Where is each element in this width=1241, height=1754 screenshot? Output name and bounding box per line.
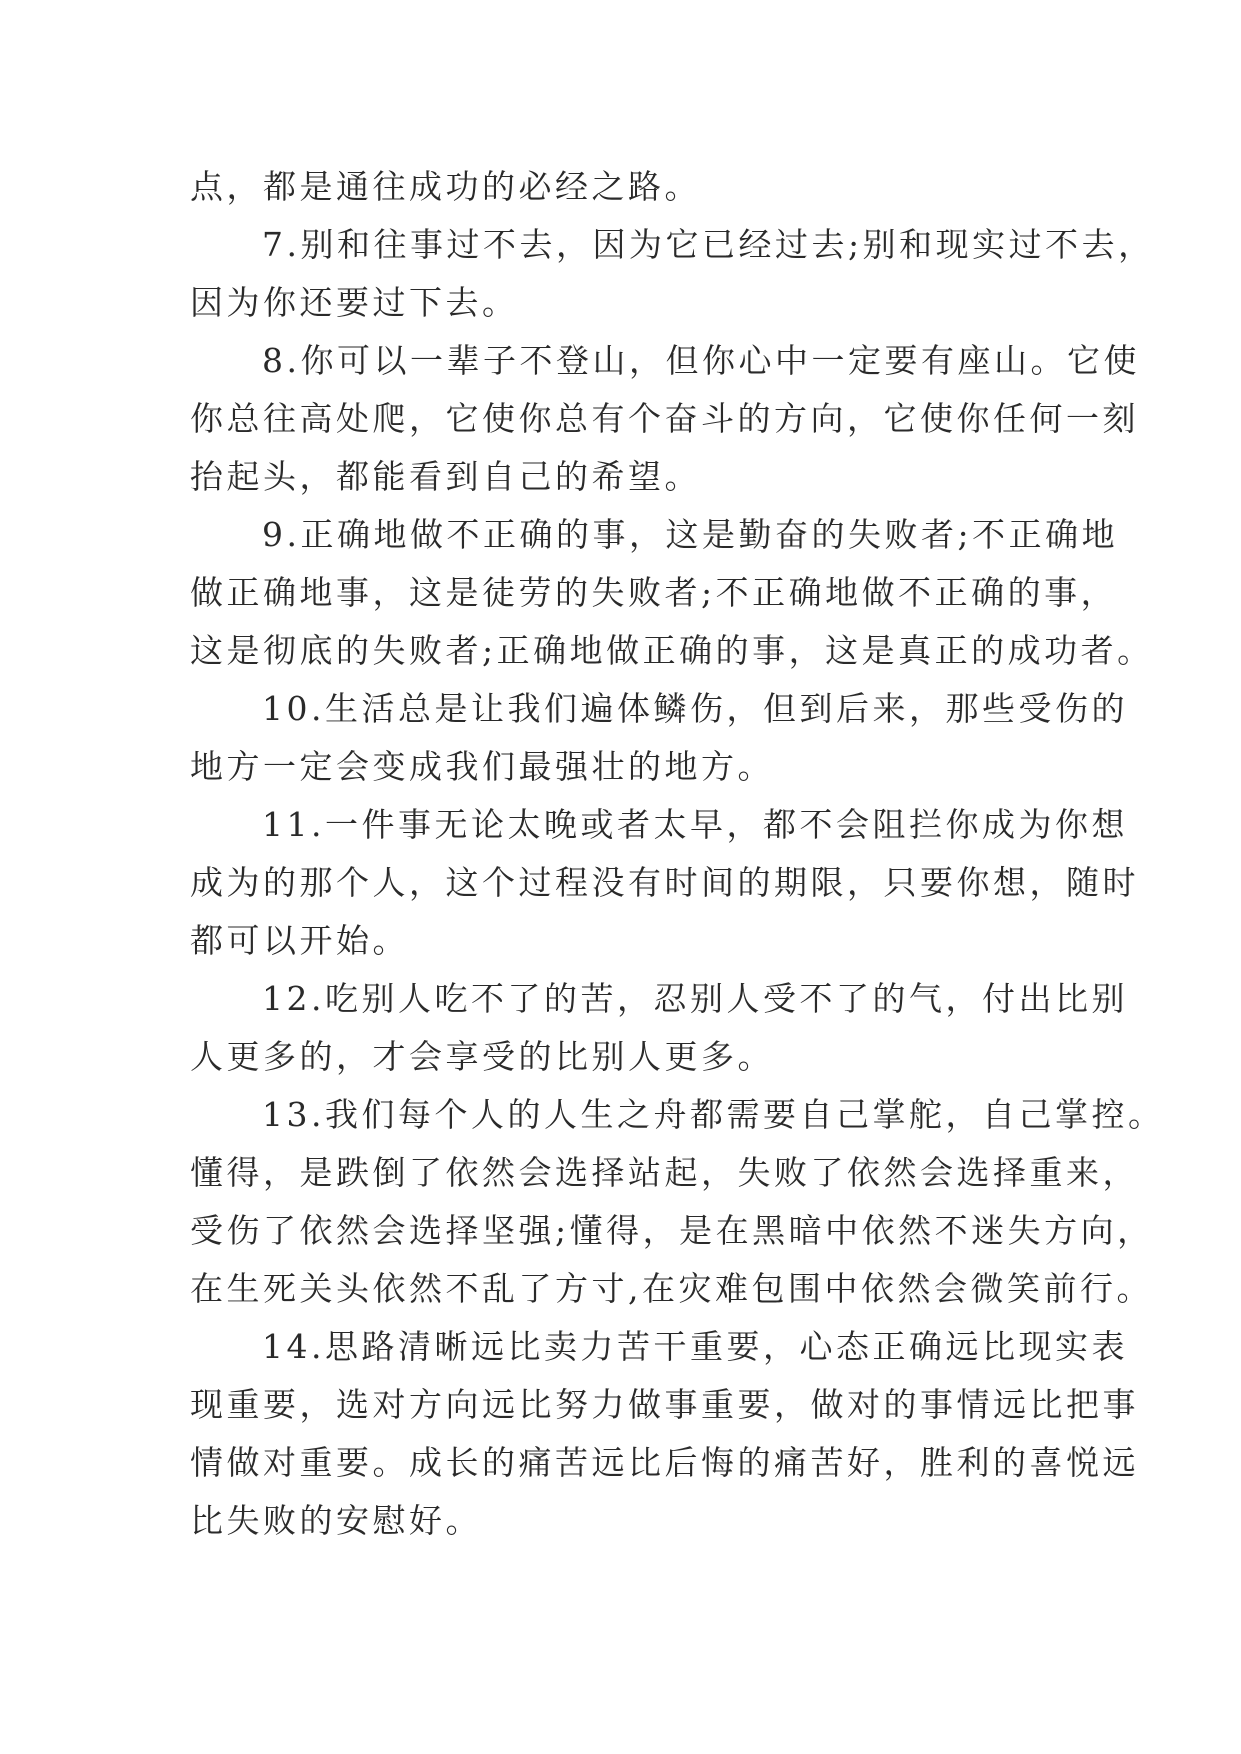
text-line: 点，都是通往成功的必经之路。 — [190, 167, 701, 206]
text-line: 地方一定会变成我们最强壮的地方。 — [190, 747, 774, 786]
document-body — [190, 158, 1165, 1550]
text-line: 做正确地事，这是徒劳的失败者;不正确地做不正确的事， — [190, 573, 1118, 612]
text-line: 都可以开始。 — [190, 921, 409, 960]
text-line: 抬起头，都能看到自己的希望。 — [190, 457, 701, 496]
text-line: 在生死关头依然不乱了方寸,在灾难包围中依然会微笑前行。 — [190, 1269, 1153, 1308]
text-line: 14.思路清晰远比卖力苦干重要，心态正确远比现实表 — [262, 1327, 1128, 1366]
text-line: 因为你还要过下去。 — [190, 283, 519, 322]
text-line: 8.你可以一辈子不登山，但你心中一定要有座山。它使 — [262, 341, 1140, 380]
text-line: 9.正确地做不正确的事，这是勤奋的失败者;不正确地 — [262, 515, 1119, 554]
paragraph-item-12 — [190, 970, 1128, 1086]
paragraph-item-8 — [190, 332, 1140, 506]
text-line: 10.生活总是让我们遍体鳞伤，但到后来，那些受伤的 — [262, 689, 1128, 728]
text-line: 11.一件事无论太晚或者太早，都不会阻拦你成为你想 — [262, 805, 1128, 844]
text-line: 12.吃别人吃不了的苦，忍别人受不了的气，付出比别 — [262, 979, 1128, 1018]
text-line: 7.别和往事过不去，因为它已经过去;别和现实过不去， — [262, 225, 1155, 264]
paragraph-item-11 — [190, 796, 1139, 970]
paragraph-item-14 — [190, 1318, 1139, 1550]
paragraph-item-7 — [190, 216, 1155, 332]
paragraph-continuation — [190, 158, 1070, 216]
text-line: 受伤了依然会选择坚强;懂得，是在黑暗中依然不迷失方向， — [190, 1211, 1154, 1250]
text-line: 懂得，是跌倒了依然会选择站起，失败了依然会选择重来， — [190, 1153, 1139, 1192]
text-line: 成为的那个人，这个过程没有时间的期限，只要你想，随时 — [190, 863, 1139, 902]
paragraph-item-10 — [190, 680, 1128, 796]
text-line: 情做对重要。成长的痛苦远比后悔的痛苦好，胜利的喜悦远 — [190, 1443, 1139, 1482]
text-line: 人更多的，才会享受的比别人更多。 — [190, 1037, 774, 1076]
paragraph-item-9 — [190, 506, 1154, 680]
text-line: 现重要，选对方向远比努力做事重要，做对的事情远比把事 — [190, 1385, 1139, 1424]
text-line: 13.我们每个人的人生之舟都需要自己掌舵，自己掌控。 — [262, 1095, 1165, 1134]
paragraph-item-13 — [190, 1086, 1165, 1318]
text-line: 你总往高处爬，它使你总有个奋斗的方向，它使你任何一刻 — [190, 399, 1139, 438]
text-line: 这是彻底的失败者;正确地做正确的事，这是真正的成功者。 — [190, 631, 1154, 670]
text-line: 比失败的安慰好。 — [190, 1501, 482, 1540]
